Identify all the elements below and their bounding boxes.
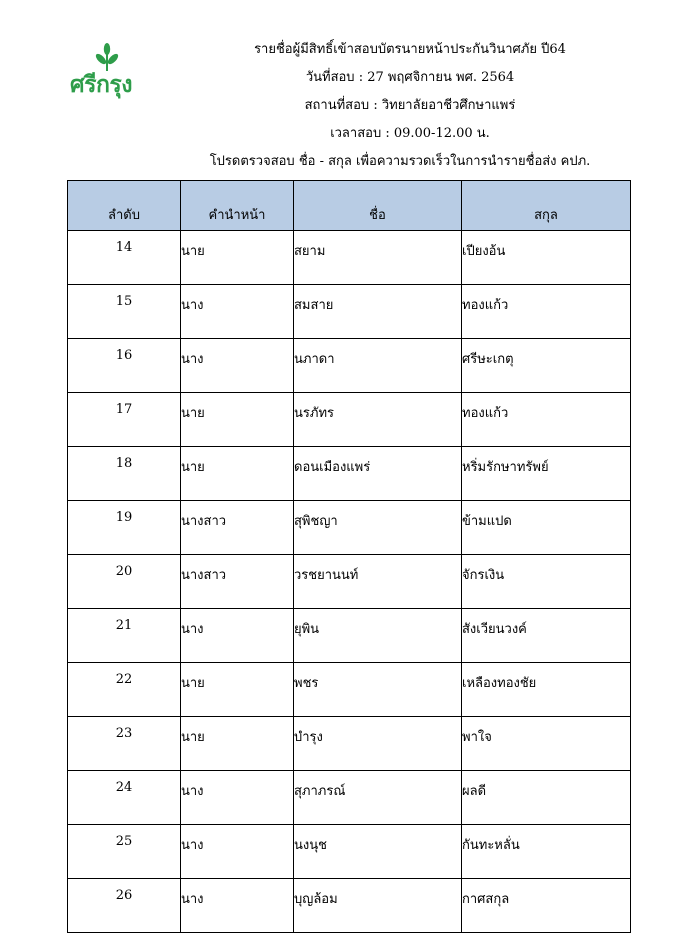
cell-firstname: พชร [294,663,462,717]
cell-lastname: ทองแก้ว [462,285,631,339]
cell-title: นาง [181,771,294,825]
cell-firstname: สยาม [294,231,462,285]
cell-title: นาย [181,447,294,501]
table-header-row [68,181,631,231]
exam-time: เวลาสอบ : 09.00-12.00 น. [330,126,490,141]
cell-title: นาง [181,879,294,933]
cell-title: นาย [181,717,294,771]
table-row [68,663,631,717]
instruction-note: โปรดตรวจสอบ ชื่อ - สกุล เพื่อความรวดเร็วในการนำรายชื่อส่ง คปภ. [209,154,591,169]
table-row [68,501,631,555]
cell-order: 15 [68,285,181,339]
cell-lastname: ผลดี [462,771,631,825]
cell-lastname: กาศสกุล [462,879,631,933]
cell-lastname: เหลืองทองชัย [462,663,631,717]
table-row [68,393,631,447]
table-row [68,879,631,933]
cell-order: 24 [68,771,181,825]
document-title: รายชื่อผู้มีสิทธิ์เข้าสอบบัตรนายหน้าประกันวินาศภัย ปี64 [254,42,566,57]
cell-firstname: นภาดา [294,339,462,393]
cell-order: 21 [68,609,181,663]
cell-lastname: หริ่มรักษาทรัพย์ [462,447,631,501]
table-row [68,771,631,825]
table-row [68,825,631,879]
cell-title: นางสาว [181,501,294,555]
cell-firstname: นงนุช [294,825,462,879]
table-row [68,555,631,609]
cell-order: 14 [68,231,181,285]
cell-title: นาย [181,663,294,717]
cell-order: 25 [68,825,181,879]
column-header-firstname: ชื่อ [294,181,462,231]
cell-firstname: ยุพิน [294,609,462,663]
exam-location: สถานที่สอบ : วิทยาลัยอาชีวศึกษาแพร่ [304,98,516,113]
cell-firstname: ดอนเมืองแพร่ [294,447,462,501]
exam-date: วันที่สอบ : 27 พฤศจิกายน พศ. 2564 [305,70,515,85]
cell-lastname: ข้ามแปด [462,501,631,555]
company-logo [70,42,150,104]
cell-title: นาง [181,285,294,339]
cell-order: 23 [68,717,181,771]
cell-lastname: เปียงอ้น [462,231,631,285]
cell-order: 20 [68,555,181,609]
cell-lastname: กันทะหลั่น [462,825,631,879]
sprout-icon [70,42,150,72]
cell-firstname: สุพิชญา [294,501,462,555]
cell-order: 26 [68,879,181,933]
table-row [68,447,631,501]
cell-title: นาย [181,231,294,285]
logo-wordmark: ศรีกรุง [70,72,132,98]
cell-lastname: จักรเงิน [462,555,631,609]
cell-title: นาง [181,609,294,663]
candidate-table [67,180,631,933]
cell-lastname: ทองแก้ว [462,393,631,447]
cell-lastname: ศรีษะเกตุ [462,339,631,393]
cell-lastname: สังเวียนวงค์ [462,609,631,663]
cell-order: 22 [68,663,181,717]
table-row [68,609,631,663]
cell-title: นาง [181,825,294,879]
cell-title: นาย [181,393,294,447]
table-row [68,717,631,771]
cell-title: นางสาว [181,555,294,609]
cell-firstname: บุญล้อม [294,879,462,933]
cell-firstname: นรภัทร [294,393,462,447]
column-header-lastname: สกุล [462,181,631,231]
cell-lastname: พาใจ [462,717,631,771]
cell-firstname: สมสาย [294,285,462,339]
cell-firstname: บำรุง [294,717,462,771]
table-row [68,339,631,393]
table-row [68,285,631,339]
cell-title: นาง [181,339,294,393]
column-header-title: คำนำหน้า [181,181,294,231]
cell-order: 19 [68,501,181,555]
column-header-order: ลำดับ [68,181,181,231]
cell-firstname: สุภาภรณ์ [294,771,462,825]
cell-order: 16 [68,339,181,393]
table-row [68,231,631,285]
cell-order: 17 [68,393,181,447]
cell-order: 18 [68,447,181,501]
cell-firstname: วรชยานนท์ [294,555,462,609]
